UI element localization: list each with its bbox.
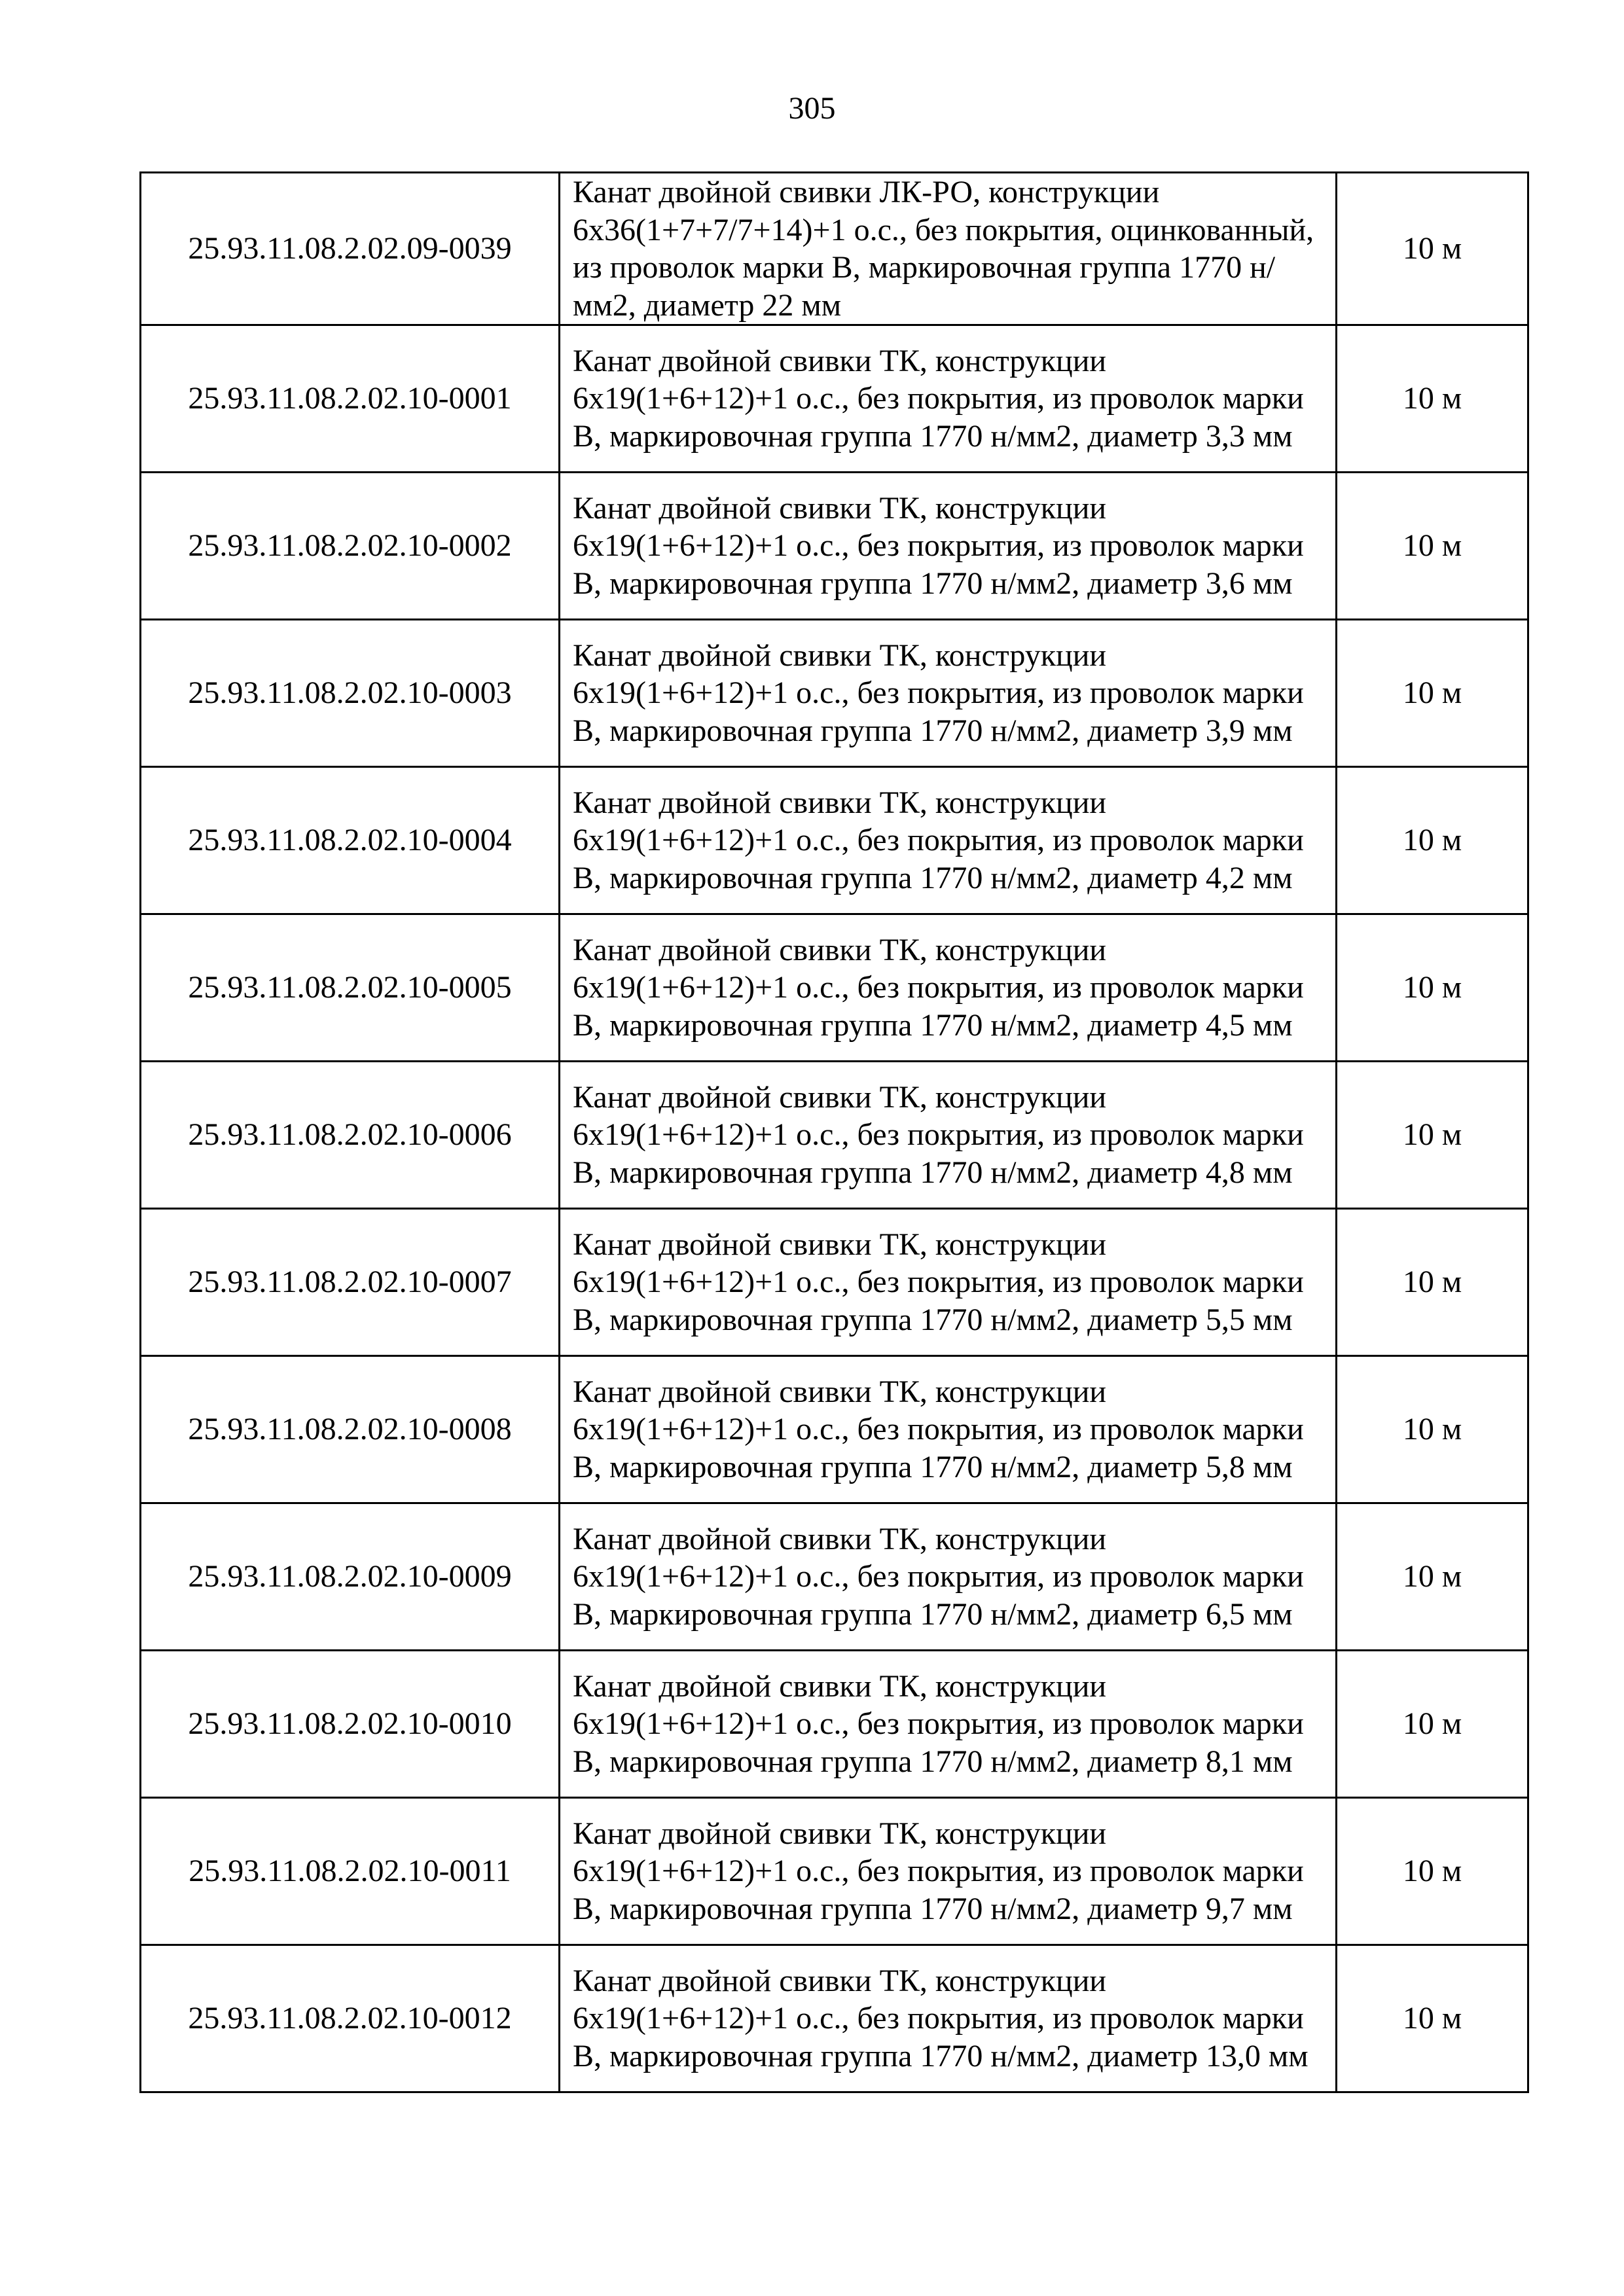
resource-description-cell: Канат двойной свивки ТК, конструкции 6х19(1+6+12)+1 о.с., без покрытия, из проволок марки В, маркировочная группа 1770 н/мм2, диаметр 5,8 мм (560, 1356, 1337, 1503)
unit-cell: 10 м (1337, 620, 1528, 767)
resource-code-cell: 25.93.11.08.2.02.10-0011 (141, 1798, 560, 1945)
unit-cell: 10 м (1337, 1651, 1528, 1798)
resource-code-cell: 25.93.11.08.2.02.10-0010 (141, 1651, 560, 1798)
resource-description-cell: Канат двойной свивки ТК, конструкции 6х19(1+6+12)+1 о.с., без покрытия, из проволок марки В, маркировочная группа 1770 н/мм2, диаметр 6,5 мм (560, 1503, 1337, 1651)
unit-cell: 10 м (1337, 325, 1528, 473)
table-row (141, 1356, 1528, 1503)
table-row (141, 1503, 1528, 1651)
table-row (141, 1209, 1528, 1356)
resource-code-cell: 25.93.11.08.2.02.10-0007 (141, 1209, 560, 1356)
table-row (141, 914, 1528, 1062)
table-row (141, 620, 1528, 767)
resource-code-cell: 25.93.11.08.2.02.10-0001 (141, 325, 560, 473)
resource-description-cell: Канат двойной свивки ТК, конструкции 6х19(1+6+12)+1 о.с., без покрытия, из проволок марки В, маркировочная группа 1770 н/мм2, диаметр 4,5 мм (560, 914, 1337, 1062)
table-body (141, 173, 1528, 2092)
resource-description-cell: Канат двойной свивки ТК, конструкции 6х19(1+6+12)+1 о.с., без покрытия, из проволок марки В, маркировочная группа 1770 н/мм2, диаметр 4,2 мм (560, 767, 1337, 914)
resource-code-cell: 25.93.11.08.2.02.10-0012 (141, 1945, 560, 2092)
resource-description-cell: Канат двойной свивки ТК, конструкции 6х19(1+6+12)+1 о.с., без покрытия, из проволок марки В, маркировочная группа 1770 н/мм2, диаметр 9,7 мм (560, 1798, 1337, 1945)
table-row (141, 173, 1528, 325)
resource-code-cell: 25.93.11.08.2.02.10-0002 (141, 473, 560, 620)
resource-description-cell: Канат двойной свивки ТК, конструкции 6х19(1+6+12)+1 о.с., без покрытия, из проволок марки В, маркировочная группа 1770 н/мм2, диаметр 4,8 мм (560, 1062, 1337, 1209)
unit-cell: 10 м (1337, 1945, 1528, 2092)
resource-code-cell: 25.93.11.08.2.02.09-0039 (141, 173, 560, 325)
resource-description-cell: Канат двойной свивки ТК, конструкции 6х19(1+6+12)+1 о.с., без покрытия, из проволок марки В, маркировочная группа 1770 н/мм2, диаметр 5,5 мм (560, 1209, 1337, 1356)
resource-table (139, 171, 1529, 2093)
table-row (141, 1651, 1528, 1798)
resource-code-cell: 25.93.11.08.2.02.10-0005 (141, 914, 560, 1062)
unit-cell: 10 м (1337, 173, 1528, 325)
resource-code-cell: 25.93.11.08.2.02.10-0003 (141, 620, 560, 767)
resource-description-cell: Канат двойной свивки ТК, конструкции 6х19(1+6+12)+1 о.с., без покрытия, из проволок марки В, маркировочная группа 1770 н/мм2, диаметр 8,1 мм (560, 1651, 1337, 1798)
table-row (141, 1798, 1528, 1945)
unit-cell: 10 м (1337, 473, 1528, 620)
resource-code-cell: 25.93.11.08.2.02.10-0004 (141, 767, 560, 914)
resource-description-cell: Канат двойной свивки ЛК-РО, конструкции 6х36(1+7+7/7+14)+1 о.с., без покрытия, оцинкованный, из проволок марки В, маркировочная группа 1770 н/мм2, диаметр 22 мм (560, 173, 1337, 325)
unit-cell: 10 м (1337, 1062, 1528, 1209)
unit-cell: 10 м (1337, 1503, 1528, 1651)
unit-cell: 10 м (1337, 1209, 1528, 1356)
unit-cell: 10 м (1337, 914, 1528, 1062)
resource-code-cell: 25.93.11.08.2.02.10-0008 (141, 1356, 560, 1503)
table-row (141, 473, 1528, 620)
resource-code-cell: 25.93.11.08.2.02.10-0009 (141, 1503, 560, 1651)
resource-code-cell: 25.93.11.08.2.02.10-0006 (141, 1062, 560, 1209)
resource-description-cell: Канат двойной свивки ТК, конструкции 6х19(1+6+12)+1 о.с., без покрытия, из проволок марки В, маркировочная группа 1770 н/мм2, диаметр 3,9 мм (560, 620, 1337, 767)
unit-cell: 10 м (1337, 767, 1528, 914)
page-number: 305 (788, 91, 836, 126)
table-row (141, 325, 1528, 473)
table-row (141, 767, 1528, 914)
table-row (141, 1062, 1528, 1209)
resource-description-cell: Канат двойной свивки ТК, конструкции 6х19(1+6+12)+1 о.с., без покрытия, из проволок марки В, маркировочная группа 1770 н/мм2, диаметр 3,6 мм (560, 473, 1337, 620)
resource-description-cell: Канат двойной свивки ТК, конструкции 6х19(1+6+12)+1 о.с., без покрытия, из проволок марки В, маркировочная группа 1770 н/мм2, диаметр 13,0 мм (560, 1945, 1337, 2092)
unit-cell: 10 м (1337, 1356, 1528, 1503)
table-row (141, 1945, 1528, 2092)
resource-description-cell: Канат двойной свивки ТК, конструкции 6х19(1+6+12)+1 о.с., без покрытия, из проволок марки В, маркировочная группа 1770 н/мм2, диаметр 3,3 мм (560, 325, 1337, 473)
unit-cell: 10 м (1337, 1798, 1528, 1945)
